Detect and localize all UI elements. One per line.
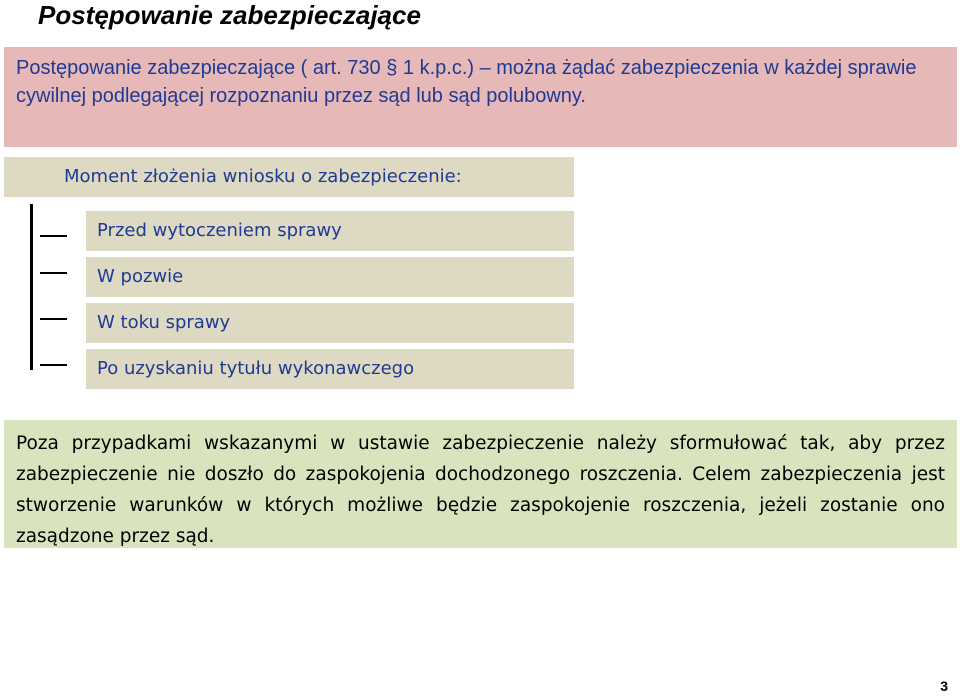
- moment-item-in-lawsuit: W pozwie: [86, 257, 574, 297]
- moment-item-during-case: W toku sprawy: [86, 303, 574, 343]
- summary-text: Poza przypadkami wskazanymi w ustawie zabezpieczenie należy sformułować tak, aby przez zabezpieczenie nie doszło do zaspokojenia dochodzonego roszczenia. Celem zabezpieczenia jest stworzenie warunków w których możliwe będzie zaspokojenie roszczenia, jeżeli zostanie ono zasądzone przez sąd.: [16, 433, 945, 547]
- page-number: 3: [940, 678, 948, 694]
- summary-box: [4, 420, 957, 548]
- tree-branch: [40, 272, 67, 274]
- intro-text: Postępowanie zabezpieczające ( art. 730 § 1 k.p.c.) – można żądać zabezpieczenia w każdej sprawie cywilnej podlegającej rozpoznaniu przez sąd lub sąd polubowny.: [16, 57, 917, 107]
- tree-vertical-line: [30, 204, 33, 370]
- tree-branch: [40, 235, 67, 237]
- intro-box: [4, 47, 957, 147]
- slide-title: Postępowanie zabezpieczające: [38, 0, 421, 30]
- moment-item-after-enforcement-title: Po uzyskaniu tytułu wykonawczego: [86, 349, 574, 389]
- moment-header: Moment złożenia wniosku o zabezpieczenie:: [4, 157, 574, 197]
- moment-item-before-action: Przed wytoczeniem sprawy: [86, 211, 574, 251]
- tree-branch: [40, 364, 67, 366]
- tree-branch: [40, 318, 67, 320]
